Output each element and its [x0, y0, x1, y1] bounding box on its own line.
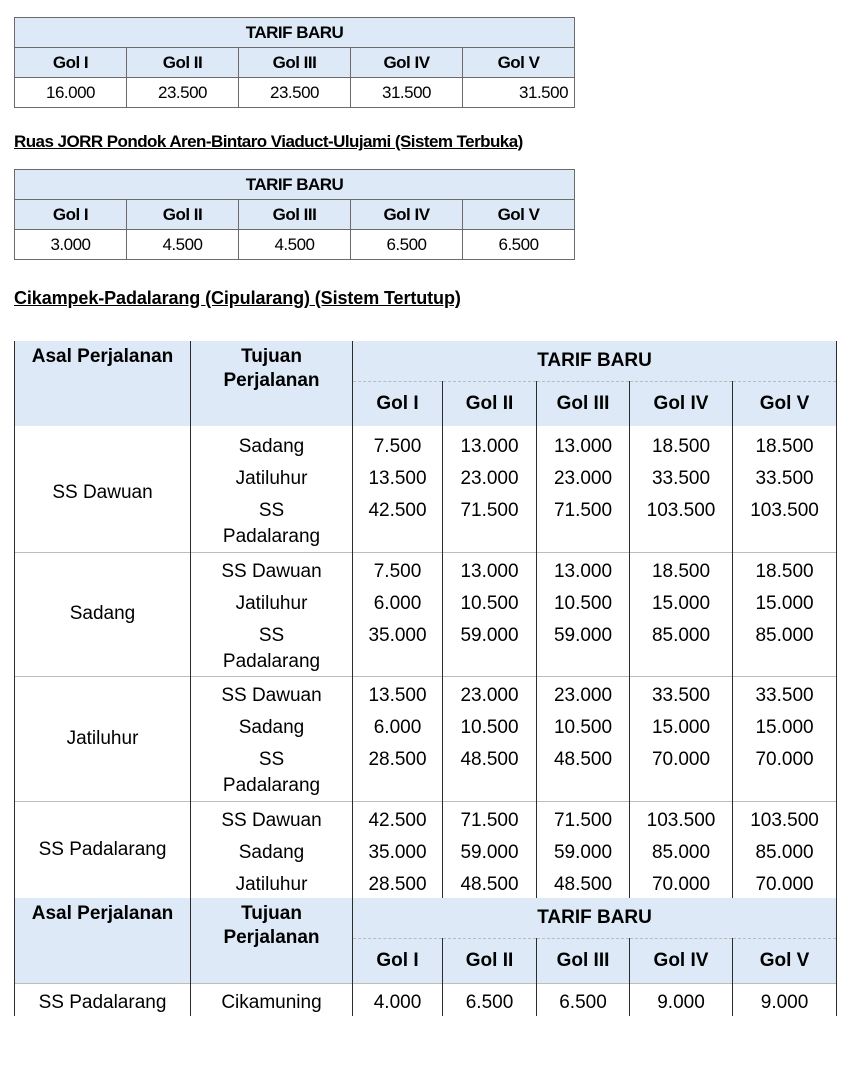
- tujuan-cell: Sadang: [191, 834, 353, 866]
- tarif-value: 13.000: [443, 426, 537, 460]
- gol-header: Gol II: [443, 382, 537, 427]
- tarif-value: 18.500: [630, 552, 733, 585]
- tarif-value: 85.000: [733, 617, 837, 677]
- tarif-value: 59.000: [537, 834, 630, 866]
- table-row: [15, 983, 837, 1016]
- tarif-value: 7.500: [353, 426, 443, 460]
- tarif-value: 48.500: [443, 741, 537, 801]
- gol-header: Gol V: [463, 200, 575, 230]
- tujuan-cell: Sadang: [191, 709, 353, 741]
- tarif-value: 6.500: [537, 983, 630, 1016]
- tarif-header: TARIF BARU: [15, 170, 575, 200]
- tarif-value: 33.500: [733, 460, 837, 492]
- tarif-value: 4.500: [127, 230, 239, 260]
- tarif-value: 4.500: [239, 230, 351, 260]
- gol-header: Gol IV: [630, 382, 733, 427]
- tarif-value: 15.000: [733, 709, 837, 741]
- tarif-value: 15.000: [630, 585, 733, 617]
- tarif-value: 28.500: [353, 741, 443, 801]
- tarif-header: TARIF BARU: [353, 341, 837, 382]
- tarif-value: 31.500: [351, 78, 463, 108]
- table-row: [15, 426, 837, 460]
- tujuan-cell: SS Dawuan: [191, 552, 353, 585]
- gol-header: Gol III: [537, 938, 630, 983]
- table-row: [15, 552, 837, 585]
- tarif-value: 23.000: [443, 677, 537, 710]
- tarif-value: 23.000: [443, 460, 537, 492]
- tarif-value: 18.500: [733, 552, 837, 585]
- tarif-value: 71.500: [443, 801, 537, 834]
- tarif-value: 6.500: [463, 230, 575, 260]
- tarif-value: 13.000: [537, 552, 630, 585]
- asal-header: Asal Perjalanan: [15, 898, 191, 984]
- tarif-value: 48.500: [537, 741, 630, 801]
- gol-header: Gol III: [537, 382, 630, 427]
- tarif-value: 48.500: [443, 866, 537, 898]
- tarif-value: 16.000: [15, 78, 127, 108]
- tarif-value: 48.500: [537, 866, 630, 898]
- tarif-value: 13.000: [537, 426, 630, 460]
- tarif-value: 71.500: [443, 492, 537, 552]
- tarif-value: 42.500: [353, 801, 443, 834]
- tarif-value: 70.000: [630, 741, 733, 801]
- gol-header: Gol I: [15, 200, 127, 230]
- asal-cell: Jatiluhur: [15, 677, 191, 802]
- tarif-value: 10.500: [443, 709, 537, 741]
- header-row: [15, 898, 837, 939]
- tujuan-cell: Cikamuning: [191, 983, 353, 1016]
- gol-header: Gol III: [239, 48, 351, 78]
- tarif-value: 42.500: [353, 492, 443, 552]
- tarif-header: TARIF BARU: [15, 18, 575, 48]
- tujuan-cell: SS Dawuan: [191, 801, 353, 834]
- tarif-value: 103.500: [733, 492, 837, 552]
- tarif-value: 71.500: [537, 492, 630, 552]
- tarif-value: 33.500: [733, 677, 837, 710]
- tarif-value: 70.000: [733, 866, 837, 898]
- gol-header: Gol I: [353, 938, 443, 983]
- tarif-value: 70.000: [733, 741, 837, 801]
- section-title-cipularang: Cikampek-Padalarang (Cipularang) (Sistem Tertutup): [14, 288, 461, 308]
- tujuan-cell: Jatiluhur: [191, 460, 353, 492]
- tarif-table-1: [14, 17, 575, 108]
- tarif-value: 23.000: [537, 677, 630, 710]
- tarif-table-cipularang: [14, 341, 837, 1016]
- tarif-value: 6.000: [353, 709, 443, 741]
- tujuan-cell: SS Padalarang: [191, 741, 353, 801]
- tarif-value: 35.000: [353, 617, 443, 677]
- asal-cell: SS Padalarang: [15, 983, 191, 1016]
- tujuan-cell: SS Dawuan: [191, 677, 353, 710]
- table-row: [15, 801, 837, 834]
- asal-cell: SS Dawuan: [15, 426, 191, 552]
- gol-header: Gol IV: [351, 48, 463, 78]
- tarif-value: 9.000: [733, 983, 837, 1016]
- asal-header: Asal Perjalanan: [15, 341, 191, 426]
- gol-header: Gol II: [127, 200, 239, 230]
- gol-header: Gol III: [239, 200, 351, 230]
- tarif-value: 13.500: [353, 460, 443, 492]
- tarif-value: 10.500: [443, 585, 537, 617]
- tarif-value: 71.500: [537, 801, 630, 834]
- tarif-value: 3.000: [15, 230, 127, 260]
- tarif-table-2: [14, 169, 575, 260]
- tarif-value: 85.000: [630, 617, 733, 677]
- gol-header: Gol II: [127, 48, 239, 78]
- tarif-value: 15.000: [630, 709, 733, 741]
- tarif-value: 6.500: [351, 230, 463, 260]
- tujuan-cell: SS Padalarang: [191, 492, 353, 552]
- gol-header: Gol V: [733, 938, 837, 983]
- gol-header: Gol II: [443, 938, 537, 983]
- tarif-value: 85.000: [733, 834, 837, 866]
- asal-cell: Sadang: [15, 552, 191, 677]
- tarif-value: 18.500: [733, 426, 837, 460]
- tarif-value: 103.500: [733, 801, 837, 834]
- tujuan-cell: SS Padalarang: [191, 617, 353, 677]
- table-row: [15, 677, 837, 710]
- tujuan-cell: Jatiluhur: [191, 866, 353, 898]
- tarif-value: 23.500: [239, 78, 351, 108]
- tarif-value: 23.500: [127, 78, 239, 108]
- tarif-value: 28.500: [353, 866, 443, 898]
- tarif-value: 6.500: [443, 983, 537, 1016]
- tarif-value: 18.500: [630, 426, 733, 460]
- gol-header: Gol I: [15, 48, 127, 78]
- tujuan-header: Tujuan Perjalanan: [191, 898, 353, 984]
- tarif-value: 31.500: [463, 78, 575, 108]
- tarif-value: 6.000: [353, 585, 443, 617]
- asal-cell: SS Padalarang: [15, 801, 191, 898]
- tarif-value: 59.000: [537, 617, 630, 677]
- tarif-value: 7.500: [353, 552, 443, 585]
- tarif-value: 10.500: [537, 585, 630, 617]
- gol-header: Gol V: [463, 48, 575, 78]
- tarif-header: TARIF BARU: [353, 898, 837, 939]
- tarif-value: 35.000: [353, 834, 443, 866]
- gol-header: Gol IV: [351, 200, 463, 230]
- tarif-value: 15.000: [733, 585, 837, 617]
- tarif-value: 59.000: [443, 617, 537, 677]
- gol-header: Gol IV: [630, 938, 733, 983]
- tujuan-header: Tujuan Perjalanan: [191, 341, 353, 426]
- header-row: [15, 341, 837, 382]
- tujuan-cell: Jatiluhur: [191, 585, 353, 617]
- tarif-value: 103.500: [630, 492, 733, 552]
- tarif-value: 13.000: [443, 552, 537, 585]
- tarif-value: 33.500: [630, 460, 733, 492]
- gol-header: Gol V: [733, 382, 837, 427]
- section-title-jorr: Ruas JORR Pondok Aren-Bintaro Viaduct-Ulujami (Sistem Terbuka): [14, 132, 523, 151]
- tarif-value: 13.500: [353, 677, 443, 710]
- tujuan-cell: Sadang: [191, 426, 353, 460]
- tarif-value: 9.000: [630, 983, 733, 1016]
- tarif-value: 85.000: [630, 834, 733, 866]
- tarif-value: 23.000: [537, 460, 630, 492]
- tarif-value: 59.000: [443, 834, 537, 866]
- tarif-value: 10.500: [537, 709, 630, 741]
- tarif-value: 33.500: [630, 677, 733, 710]
- gol-header: Gol I: [353, 382, 443, 427]
- tarif-value: 70.000: [630, 866, 733, 898]
- tarif-value: 103.500: [630, 801, 733, 834]
- tarif-value: 4.000: [353, 983, 443, 1016]
